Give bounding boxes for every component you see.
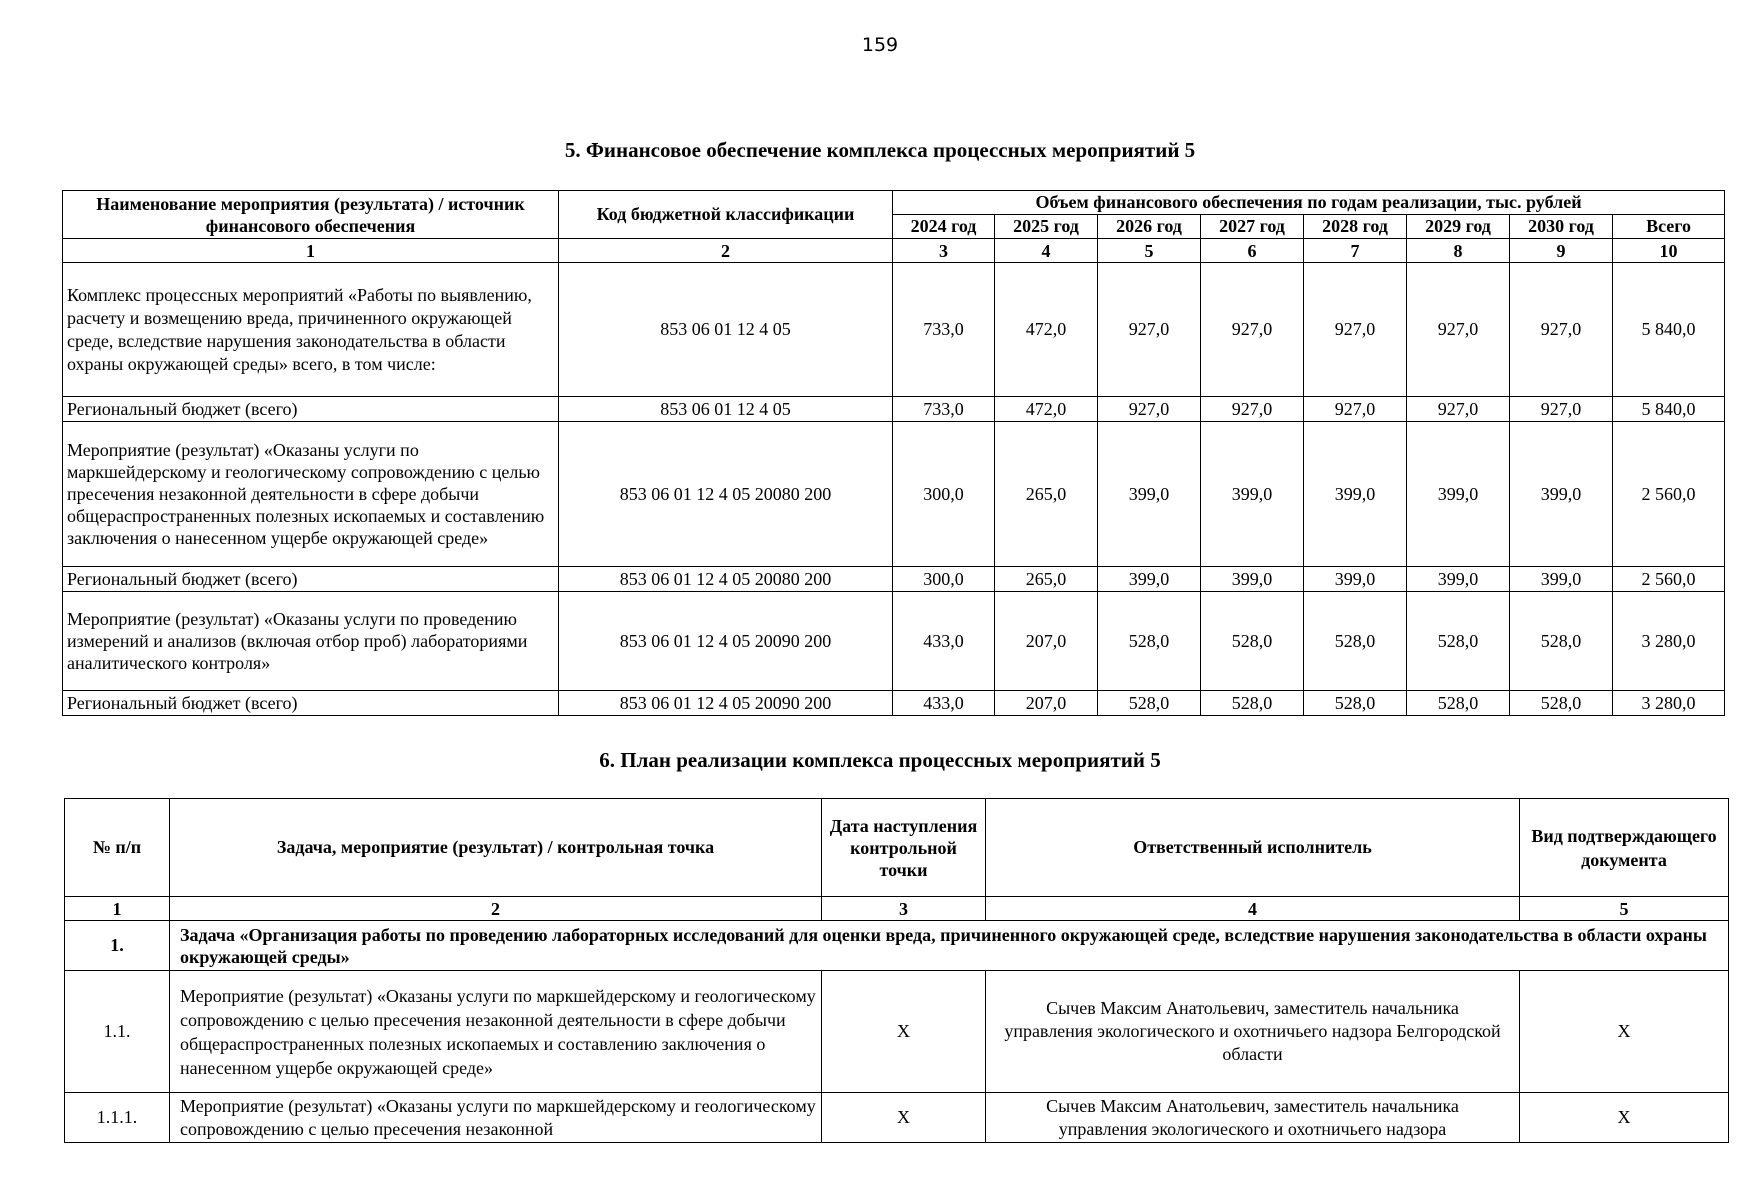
column-number: 1 — [63, 239, 559, 263]
row-name: Региональный бюджет (всего) — [63, 691, 559, 716]
row-value: 399,0 — [1201, 422, 1304, 567]
table-row — [63, 263, 1725, 397]
page-number: 159 — [861, 34, 899, 56]
task-text: Задача «Организация работы по проведению лабораторных исследований для оценки вреда, причиненного окружающей среде, вследствие нарушения законодательства в области охраны окружающей среды» — [170, 921, 1729, 971]
row-value: 528,0 — [1098, 592, 1201, 691]
row-value: 207,0 — [995, 691, 1098, 716]
row-value: 733,0 — [893, 263, 995, 397]
header-document: Вид подтверждающего документа — [1520, 799, 1729, 897]
row-value: 927,0 — [1304, 397, 1407, 422]
row-name: Региональный бюджет (всего) — [63, 567, 559, 592]
section-5-title: 5. Финансовое обеспечение комплекса процессных мероприятий 5 — [564, 138, 1196, 162]
column-number: 8 — [1407, 239, 1510, 263]
header-year: 2026 год — [1098, 215, 1201, 239]
row-value: 528,0 — [1098, 691, 1201, 716]
row-total: 3 280,0 — [1613, 691, 1725, 716]
row-total: 2 560,0 — [1613, 567, 1725, 592]
column-number: 5 — [1520, 897, 1729, 921]
column-number: 2 — [170, 897, 822, 921]
row-responsible: Сычев Максим Анатольевич, заместитель начальника управления экологического и охотничьего надзора — [986, 1093, 1520, 1143]
row-value: 528,0 — [1407, 691, 1510, 716]
column-number: 6 — [1201, 239, 1304, 263]
row-value: 399,0 — [1407, 422, 1510, 567]
row-value: 433,0 — [893, 691, 995, 716]
row-value: 300,0 — [893, 422, 995, 567]
column-number: 1 — [65, 897, 170, 921]
header-num: № п/п — [65, 799, 170, 897]
row-value: 927,0 — [1098, 263, 1201, 397]
row-total: 2 560,0 — [1613, 422, 1725, 567]
financing-table — [62, 190, 1725, 716]
column-number: 2 — [559, 239, 893, 263]
row-value: 927,0 — [1407, 397, 1510, 422]
header-name: Наименование мероприятия (результата) / источник финансового обеспечения — [63, 191, 559, 239]
plan-table — [64, 798, 1729, 1143]
row-document: X — [1520, 971, 1729, 1093]
table-row — [63, 691, 1725, 716]
row-value: 265,0 — [995, 567, 1098, 592]
row-value: 399,0 — [1098, 567, 1201, 592]
header-code: Код бюджетной классификации — [559, 191, 893, 239]
column-number: 5 — [1098, 239, 1201, 263]
row-value: 265,0 — [995, 422, 1098, 567]
header-year: 2029 год — [1407, 215, 1510, 239]
row-responsible: Сычев Максим Анатольевич, заместитель начальника управления экологического и охотничьего надзора Белгородской области — [986, 971, 1520, 1093]
table-row — [63, 397, 1725, 422]
row-value: 927,0 — [1201, 263, 1304, 397]
row-value: 399,0 — [1407, 567, 1510, 592]
row-value: 528,0 — [1201, 592, 1304, 691]
row-value: 528,0 — [1304, 691, 1407, 716]
row-code: 853 06 01 12 4 05 — [559, 397, 893, 422]
header-task: Задача, мероприятие (результат) / контрольная точка — [170, 799, 822, 897]
column-number: 9 — [1510, 239, 1613, 263]
task-row — [65, 921, 1729, 971]
column-number: 3 — [893, 239, 995, 263]
row-value: 927,0 — [1201, 397, 1304, 422]
row-total: 5 840,0 — [1613, 263, 1725, 397]
row-value: 399,0 — [1510, 422, 1613, 567]
column-number: 3 — [822, 897, 986, 921]
header-year: 2028 год — [1304, 215, 1407, 239]
row-value: 433,0 — [893, 592, 995, 691]
row-value: 528,0 — [1510, 592, 1613, 691]
table-row — [63, 422, 1725, 567]
row-total: 3 280,0 — [1613, 592, 1725, 691]
header-responsible: Ответственный исполнитель — [986, 799, 1520, 897]
row-value: 927,0 — [1510, 263, 1613, 397]
row-value: 300,0 — [893, 567, 995, 592]
row-value: 927,0 — [1407, 263, 1510, 397]
row-value: 528,0 — [1407, 592, 1510, 691]
row-date: X — [822, 971, 986, 1093]
row-number: 1.1. — [65, 971, 170, 1093]
row-value: 472,0 — [995, 263, 1098, 397]
row-name: Мероприятие (результат) «Оказаны услуги по маркшейдерскому и геологическому сопровождению с целью пресечения незаконной деятельности в сфере добычи общераспространенных полезных ископаемых и составлению заключения о нанесенном ущербе окружающей среде» — [63, 422, 559, 567]
column-number: 7 — [1304, 239, 1407, 263]
header-year: 2030 год — [1510, 215, 1613, 239]
row-value: 927,0 — [1510, 397, 1613, 422]
row-name: Комплекс процессных мероприятий «Работы по выявлению, расчету и возмещению вреда, причиненного окружающей среде, вследствие нарушения законодательства в области охраны окружающей среды» всего, в том числе: — [63, 263, 559, 397]
row-code: 853 06 01 12 4 05 — [559, 263, 893, 397]
row-value: 528,0 — [1304, 592, 1407, 691]
row-text: Мероприятие (результат) «Оказаны услуги по маркшейдерскому и геологическому сопровождению с целью пресечения незаконной — [170, 1093, 822, 1143]
table-row — [65, 1093, 1729, 1143]
row-value: 399,0 — [1510, 567, 1613, 592]
header-date: Дата наступления контрольной точки — [822, 799, 986, 897]
header-volume: Объем финансового обеспечения по годам реализации, тыс. рублей — [893, 191, 1725, 215]
column-number: 10 — [1613, 239, 1725, 263]
row-code: 853 06 01 12 4 05 20090 200 — [559, 592, 893, 691]
row-value: 927,0 — [1304, 263, 1407, 397]
header-year: 2024 год — [893, 215, 995, 239]
table-row — [63, 592, 1725, 691]
row-document: X — [1520, 1093, 1729, 1143]
header-year: 2027 год — [1201, 215, 1304, 239]
row-code: 853 06 01 12 4 05 20080 200 — [559, 422, 893, 567]
row-name: Мероприятие (результат) «Оказаны услуги по проведению измерений и анализов (включая отбор проб) лабораториями аналитического контроля» — [63, 592, 559, 691]
row-text: Мероприятие (результат) «Оказаны услуги по маркшейдерскому и геологическому сопровождению с целью пресечения незаконной деятельности в сфере добычи общераспространенных полезных ископаемых и составлению заключения о нанесенном ущербе окружающей среде» — [170, 971, 822, 1093]
header-total: Всего — [1613, 215, 1725, 239]
table-row — [63, 567, 1725, 592]
row-value: 528,0 — [1201, 691, 1304, 716]
row-value: 399,0 — [1304, 567, 1407, 592]
row-value: 528,0 — [1510, 691, 1613, 716]
row-total: 5 840,0 — [1613, 397, 1725, 422]
row-value: 399,0 — [1304, 422, 1407, 567]
section-6-title: 6. План реализации комплекса процессных мероприятий 5 — [599, 748, 1161, 772]
header-year: 2025 год — [995, 215, 1098, 239]
task-number: 1. — [65, 921, 170, 971]
row-date: X — [822, 1093, 986, 1143]
row-value: 399,0 — [1098, 422, 1201, 567]
row-value: 207,0 — [995, 592, 1098, 691]
row-value: 733,0 — [893, 397, 995, 422]
row-name: Региональный бюджет (всего) — [63, 397, 559, 422]
row-number: 1.1.1. — [65, 1093, 170, 1143]
row-code: 853 06 01 12 4 05 20080 200 — [559, 567, 893, 592]
row-value: 927,0 — [1098, 397, 1201, 422]
row-value: 472,0 — [995, 397, 1098, 422]
column-number: 4 — [986, 897, 1520, 921]
table-row — [65, 971, 1729, 1093]
column-number: 4 — [995, 239, 1098, 263]
row-code: 853 06 01 12 4 05 20090 200 — [559, 691, 893, 716]
row-value: 399,0 — [1201, 567, 1304, 592]
